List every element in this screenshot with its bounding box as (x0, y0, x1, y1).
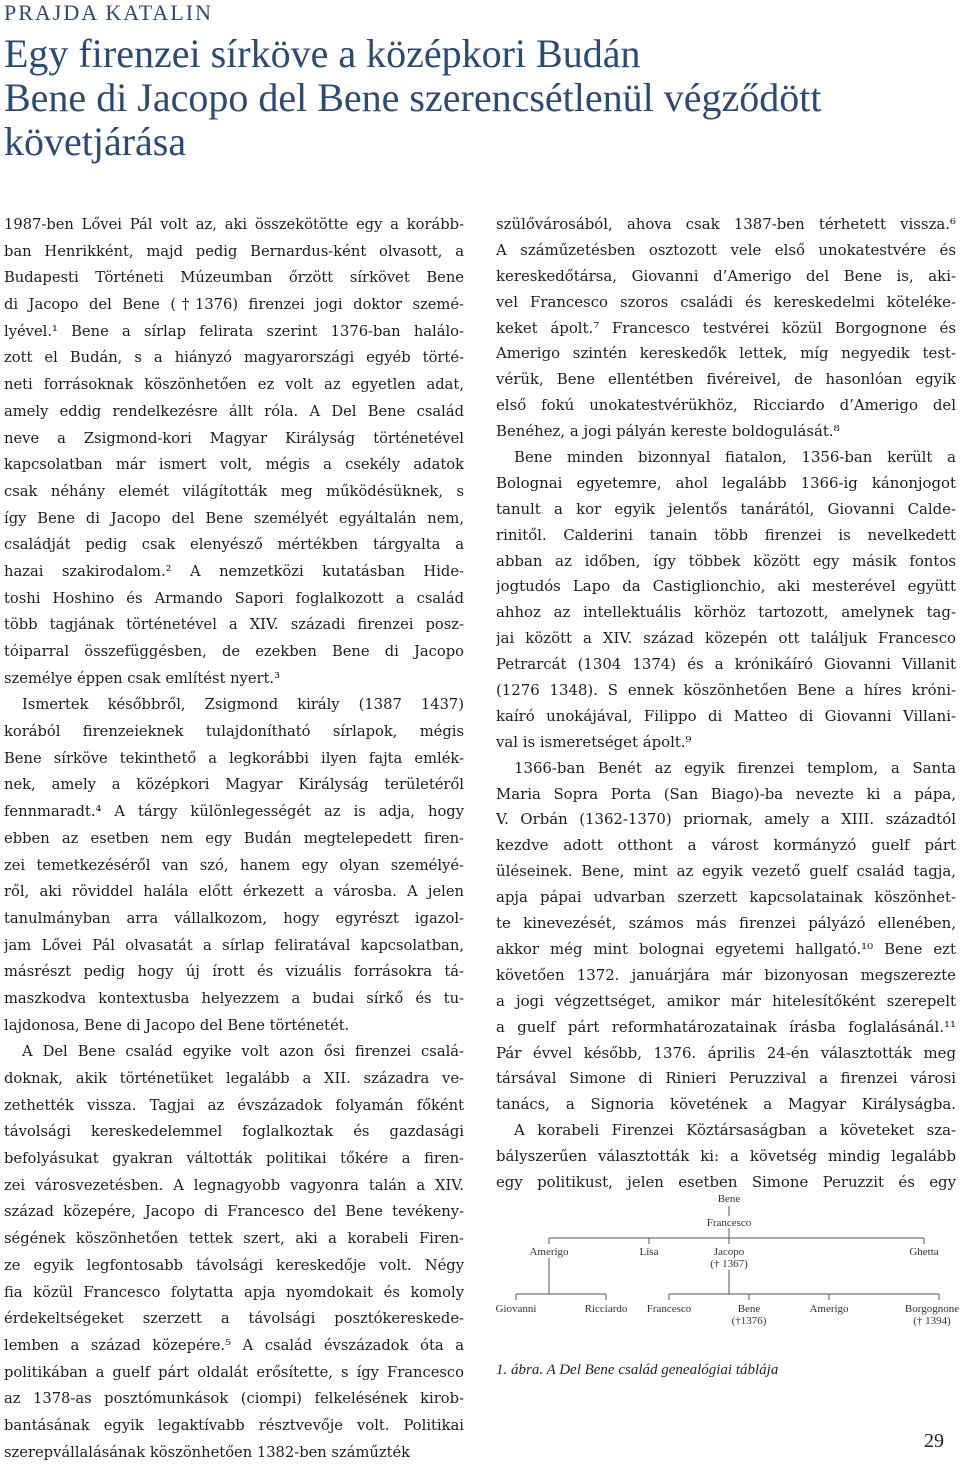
node-ghetta: Ghetta (909, 1246, 939, 1258)
text-line: neti forrásoknak köszönhetően ez volt az egyetlen adat, (4, 376, 464, 394)
text-line: ről, aki röviddel halála előtt érkezett a városba. A jelen (4, 883, 464, 901)
text-line: keket ápolt.⁷ Francesco testvérei közül Borgognone és (496, 318, 956, 337)
text-line: tóiparral összefüggésben, de ezekben Bene di Jacopo (4, 643, 464, 660)
text-line: rinitől. Calderini tanain több firenzei is nevelkedett (496, 525, 956, 544)
text-line: tanács, a Signoria követének a Magyar Királyságba. (496, 1095, 956, 1114)
node-bene: Bene (737, 1303, 761, 1315)
author-name: PRAJDA KATALIN (4, 0, 213, 25)
node-borgognone: Borgognone (904, 1303, 960, 1315)
text-line: társával Simone di Rinieri Peruzzival a firenzei városi (496, 1069, 956, 1088)
text-line: ban Henrikként, majd pedig Bernardus-ként olvasott, a (4, 242, 464, 260)
text-line: egy politikust, jelen esetben Simone Peruzzit és egy (496, 1172, 956, 1191)
text-line: A száműzetésben osztozott vele első unokatestvére és (496, 240, 956, 259)
page-number: 29 (924, 1430, 944, 1452)
figure-caption: 1. ábra. A Del Bene család genealógiai táblája (496, 1362, 779, 1378)
node-giovanni: Giovanni (496, 1303, 537, 1315)
text-line: század közepére, Jacopo di Francesco del Bene tevékeny- (4, 1203, 464, 1221)
text-line: első fokú unokatestvérükhöz, Ricciardo d’Amerigo del (496, 396, 956, 415)
text-line: V. Orbán (1362-1370) priornak, amely a XIII. századtól (496, 810, 956, 829)
text-line: zei városvezetésben. A legnagyobb vagyonra talán a XIV. (4, 1176, 464, 1194)
text-line: a guelf párt reformhatározatainak írásba foglalásánál.¹¹ (496, 1017, 956, 1036)
text-line: politikában a guelf párt oldalát erősítette, s így Francesco (4, 1363, 464, 1381)
text-line: tanult a kor egyik jelentős tanárától, Giovanni Calde- (496, 499, 956, 518)
text-line: távolsági kereskedelemmel foglalkoztak és gazdasági (4, 1123, 464, 1141)
node-bene-death: (†1376) (731, 1315, 767, 1327)
text-line: Maria Sopra Porta (San Biago)-ba nevezte ki a pápa, (496, 784, 956, 803)
node-amerigo: Amerigo (529, 1246, 569, 1258)
text-line: A korabeli Firenzei Köztársaságban a követeket sza- (514, 1121, 956, 1140)
text-line: akkor még mint bolognai egyetemi hallgató.¹⁰ Bene ezt (496, 939, 956, 958)
text-line: 1987-ben Lővei Pál volt az, aki összekötötte egy a korább- (4, 216, 464, 233)
node-bene-top: Bene (717, 1193, 741, 1205)
text-line: fia közül Francesco folytatta apja nyomdokait és komoly (4, 1283, 464, 1301)
text-line: kereskedőtársa, Giovanni d’Amerigo del Bene is, aki- (496, 266, 956, 285)
text-line: fennmaradt.⁴ A tárgy különlegességét az is adja, hogy (4, 803, 464, 821)
genealogy-diagram (496, 1188, 960, 1338)
text-line: csak néhány elemét világították meg működésüknek, s (4, 482, 464, 500)
text-line: hazai szakirodalom.² A nemzetközi kutatásban Hide- (4, 562, 464, 580)
text-line: Bene sírköve tekinthető a legkorábbi ilyen fajta emlék- (4, 749, 464, 767)
text-line: Bene minden bizonnyal fiatalon, 1356-ban került a (514, 448, 956, 467)
text-line: lyével.¹ Bene a sírlap felirata szerint 1376-ban halálo- (4, 322, 464, 340)
node-jacopo-death: († 1367) (710, 1258, 748, 1270)
text-line: A Del Bene család egyike volt azon ősi firenzei csalá- (22, 1043, 464, 1061)
text-line: zethették vissza. Tagjai az évszázadok folyamán főként (4, 1096, 464, 1114)
text-line: ebben az esetben nem egy Budán megtelepedett firen- (4, 829, 464, 847)
right-text-column (496, 212, 956, 1196)
text-line: befolyásukat gyakran váltották politikai tőkére a firen- (4, 1150, 464, 1168)
node-ricciardo: Ricciardo (584, 1303, 628, 1315)
text-line: Ismertek későbbről, Zsigmond király (1387 1437) (22, 696, 464, 714)
text-line: érdekeltségeket szerzett a távolsági posztókereskede- (4, 1310, 464, 1328)
text-line: bályszerűen választották ki: a követség mindig legalább (496, 1147, 956, 1166)
text-line: bantásának egyik legaktívabb résztvevője volt. Politikai (4, 1416, 464, 1434)
text-line: vérük, Bene ellentétben fivéreivel, de hasonlóan egyik (496, 370, 956, 389)
node-francesco-top: Francesco (706, 1217, 752, 1229)
node-amerigo-2: Amerigo (809, 1303, 849, 1315)
text-line: lajdonosa, Bene di Jacopo del Bene történetét. (4, 1016, 350, 1034)
text-line: amely eddig rendelkezésre állt róla. A Del Bene család (4, 402, 464, 420)
text-line: családját pedig csak elenyésző mértékben tárgyalta a (4, 536, 464, 554)
text-line: apja pápai udvarban szerzett kapcsolatainak köszönhet- (496, 888, 956, 907)
text-line: jam Lővei Pál olvasatát a sírlap feliratával kapcsolatban, (4, 936, 464, 954)
title-line: követjárása (4, 119, 187, 164)
text-line: jogtudós Lapo da Castiglionchio, aki mesterével együtt (496, 577, 956, 596)
text-line: Bolognai egyetemre, ahol legalább 1366-ig kánonjogot (496, 473, 956, 492)
text-line: doknak, akik történetüket legalább a XII. századra ve- (4, 1070, 464, 1087)
text-line: zei temetkezéséről van szó, hanem egy olyan személyé- (4, 856, 464, 874)
text-line: zott el Budán, s a hiányzó magyarországi egyéb törté- (4, 349, 464, 367)
text-line: ségének köszönhetően tettek szert, aki a korabeli Firen- (4, 1230, 464, 1248)
node-francesco: Francesco (646, 1303, 692, 1315)
text-line: lemben a század közepére.⁵ A család évszázadok óta a (4, 1336, 464, 1354)
text-line: jai között a XIV. század közepén ott találjuk Francesco (496, 629, 956, 648)
text-line: szerepvállalásának köszönhetően 1382-ben száműzték (4, 1443, 411, 1461)
node-borgognone-death: († 1394) (913, 1315, 951, 1327)
node-jacopo: Jacopo (713, 1246, 745, 1258)
text-line: val is ismeretséget ápolt.⁹ (496, 732, 692, 751)
title-line: Bene di Jacopo del Bene szerencsétlenül végződött (4, 75, 822, 120)
article-title (4, 32, 944, 164)
text-line: követően 1372. januárjára már bizonyosan megszerezte (496, 965, 956, 984)
text-line: neve a Zsigmond-kori Magyar Királyság történetével (4, 429, 464, 447)
text-line: a jogi végzettséget, amikor már hitelesítőként szerepelt (496, 991, 956, 1010)
text-line: Petrarcát (1304 1374) és a krónikáíró Giovanni Villanit (496, 655, 956, 674)
title-line: Egy firenzei sírköve a középkori Budán (4, 31, 641, 76)
text-line: Benéhez, a jogi pályán kereste boldogulását.⁸ (496, 422, 840, 441)
text-line: te kinevezését, számos más firenzei pályázó ellenében, (496, 914, 956, 933)
text-line: az 1378-as posztómunkások (ciompi) felkelésének kirob- (4, 1390, 464, 1408)
text-line: személye éppen csak említést nyert.³ (4, 669, 280, 687)
text-line: másrészt pedig hogy új írott és vizuális forrásokra tá- (4, 963, 464, 981)
text-line: tanulmányban arra vállalkozom, hogy egyrészt igazol- (4, 909, 464, 927)
text-line: 1366-ban Benét az egyik firenzei templom, a Santa (514, 758, 956, 777)
text-line: üléseinek. Bene, mint az egyik vezető guelf család tagja, (496, 862, 956, 881)
text-line: több tagjának történetével a XIV. századi firenzei posz- (4, 616, 464, 634)
text-line: kezdve adott otthont a várost kormányzó guelf párt (496, 836, 956, 855)
node-lisa: Lisa (639, 1246, 659, 1258)
text-line: vel Francesco szoros családi és kereskedelmi köteléke- (496, 292, 956, 311)
text-line: korából firenzeieknek tulajdonítható sírlapok, mégis (4, 723, 464, 741)
text-line: toshi Hoshino és Armando Sapori foglalkozott a család (4, 589, 464, 607)
left-text-column (4, 212, 464, 1466)
text-line: nek, amely a középkori Magyar Királyság területéről (4, 776, 464, 794)
text-line: di Jacopo del Bene (†1376) firenzei jogi doktor szemé- (4, 296, 464, 314)
text-line: (1276 1348). S ennek köszönhetően Bene a híres króni- (496, 681, 956, 700)
text-line: maszkodva kontextusba helyezzem a budai sírkő és tu- (4, 989, 464, 1007)
text-line: Amerigo szintén kereskedők lettek, míg negyedik test- (496, 344, 956, 363)
text-line: ze egyik legfontosabb távolsági kereskedője volt. Négy (4, 1256, 464, 1274)
text-line: Budapesti Történeti Múzeumban őrzött sírkövet Bene (4, 269, 464, 287)
text-line: Pár évvel később, 1376. április 24-én választották meg (496, 1043, 956, 1062)
text-line: abban az időben, így többek között egy másik fontos (496, 551, 956, 570)
text-line: így Bene di Jacopo del Bene személyét egyáltalán nem, (4, 509, 464, 527)
text-line: kaíró unokájával, Filippo di Matteo di Giovanni Villani- (496, 706, 956, 725)
text-line: ahhoz az intellektuális körhöz tartozott, amelynek tag- (496, 603, 956, 622)
text-line: szülővárosából, ahova csak 1387-ben térhetett vissza.⁶ (496, 215, 956, 233)
text-line: kapcsolatban már ismert volt, mégis a csekély adatok (4, 456, 464, 474)
